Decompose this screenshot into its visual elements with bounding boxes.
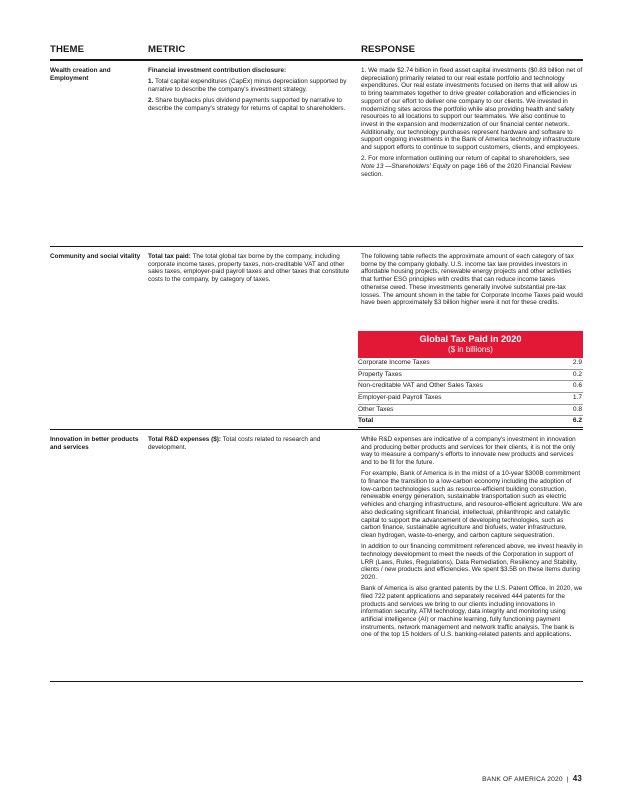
page-number: 43 xyxy=(572,774,582,783)
footer-label: BANK OF AMERICA 2020 xyxy=(482,776,563,783)
row-metric: Total tax paid: The total global tax borne by the company, including corporate income taxes, property taxes, non-creditable VAT and other sales taxes, employer-paid payroll taxes and other taxes that constitute costs to the company, by category of taxes. xyxy=(148,253,350,284)
header-response: RESPONSE xyxy=(361,44,416,55)
row-theme: Innovation in better products and services xyxy=(50,436,139,451)
metric-title: Total R&D expenses ($): xyxy=(148,436,222,443)
table-row xyxy=(50,430,583,682)
table-row xyxy=(50,247,583,430)
table-row xyxy=(50,61,583,247)
tax-row: Non-creditable VAT and Other Sales Taxes 0.6 xyxy=(358,381,583,393)
response-paragraph: The following table reflects the approximate amount of each category of tax borne by the company globally. U.S. income tax law provides investors in affordable housing projects, renewable energy projects and other activities that further ESG principles with credits that can reduce income taxes otherwise owed. These investments generally involve substantial pre-tax losses. The amount shown in the table for Corporate Income Taxes paid would have been approximately $3 billion higher were it not for these credits. xyxy=(361,253,583,307)
page-footer xyxy=(482,774,582,783)
response-paragraph: In addition to our financing commitment referenced above, we invest heavily in technology development to meet the needs of the Corporation in support of LRR (Laws, Rules, Regulations), Data Remediation, Resiliency and Stability, clients / new products and efficiencies. We spent $3.5B on these items during 2020. xyxy=(361,543,583,581)
tax-row: Other Taxes 0.8 xyxy=(358,405,583,417)
header-theme: THEME xyxy=(50,44,85,55)
response-paragraph: Bank of America is also granted patents by the U.S. Patent Office. In 2020, we filed 722 patent applications and separately received 444 patents for the products and services we bring to our clients including innovations in information security, ATM technology, data integrity and monitoring using artificial intelligence (AI) or machine learning, fully functioning payment instruments, network management and network traffic analysis. The bank is one of the top 15 holders of U.S. banking-related patents and applications. xyxy=(361,585,583,639)
tax-table-header xyxy=(358,331,583,358)
footer-separator: | xyxy=(566,776,569,783)
row-response xyxy=(361,253,583,310)
tax-table-subtitle: ($ in billions) xyxy=(448,345,493,354)
row-theme: Community and social vitality xyxy=(50,253,141,260)
tax-table-title: Global Tax Paid in 2020 xyxy=(419,334,522,344)
row-metric: Total R&D expenses ($): Total costs related to research and development. xyxy=(148,436,321,451)
metric-title: Financial investment contribution disclosure: xyxy=(148,67,287,74)
row-response xyxy=(361,67,583,182)
response-paragraph: While R&D expenses are indicative of a company's investment in innovation and producing better products and services for their clients, it is not the only way to measure a company's efforts to innovate new products and services and to be fit for the future. xyxy=(361,436,576,467)
tax-row: Property Taxes 0.2 xyxy=(358,370,583,382)
metric-title: Total tax paid: xyxy=(148,253,191,260)
header-metric: METRIC xyxy=(148,44,186,55)
response-paragraph: 1. We made $2.74 billion in fixed asset capital investments ($0.83 billion net of depreciation) primarily related to our real estate portfolio and technology expenditures. Our real estate investments focused on items that will allow us to bring teammates together to drive greater collaboration and efficiencies in support of our effort to deliver one company to our clients. We invested in modernizing sites across the portfolio while also providing health and safety resources to all locations to support our teammates. We also continue to invest in the expansion and modernization of our financial center network. Additionally, our technology purchases represent hardware and software to support ongoing investments in the Bank of America technology infrastructure and support efforts to continue to support customers, clients, and employees. xyxy=(361,67,583,152)
response-paragraph: For example, Bank of America is in the midst of a 10-year $300B commitment to finance the transition to a low-carbon economy including the adoption of low-carbon technologies such as resource-efficient building construction, renewable energy generation, sustainable transportation such as electric vehicles and charging infrastructure, and resource-efficient agriculture. We are also dedicating significant financial, intellectual, philanthropic and catalytic capital to support the advancement of developing technologies, such as carbon finance, sustainable agriculture and biofuels, water infrastructure, clean hydrogen, waste-to-energy, and carbon capture sequestration. xyxy=(361,470,583,539)
tax-row: Employer-paid Payroll Taxes 1.7 xyxy=(358,393,583,405)
response-paragraph: 2. For more information outlining our return of capital to shareholders, see Note 13 —Shareholders' Equity on page 166 of the 2020 Financial Review section. xyxy=(361,155,572,178)
tax-table xyxy=(358,331,583,428)
metric-item: 1. Total capital expenditures (CapEx) minus depreciation supported by narrative to describe the company's investment strategy. xyxy=(148,78,347,93)
row-response xyxy=(361,436,583,643)
tax-total-row: Total 6.2 xyxy=(358,416,583,428)
row-metric xyxy=(148,67,353,116)
row-theme: Wealth creation and Employment xyxy=(50,67,111,82)
metric-item: 2. Share buybacks plus dividend payments supported by narrative to describe the company's strategy for returns of capital to shareholders. xyxy=(148,97,346,112)
esg-metrics-table xyxy=(50,43,583,682)
table-header xyxy=(50,43,583,61)
tax-row: Corporate Income Taxes 2.9 xyxy=(358,358,583,370)
